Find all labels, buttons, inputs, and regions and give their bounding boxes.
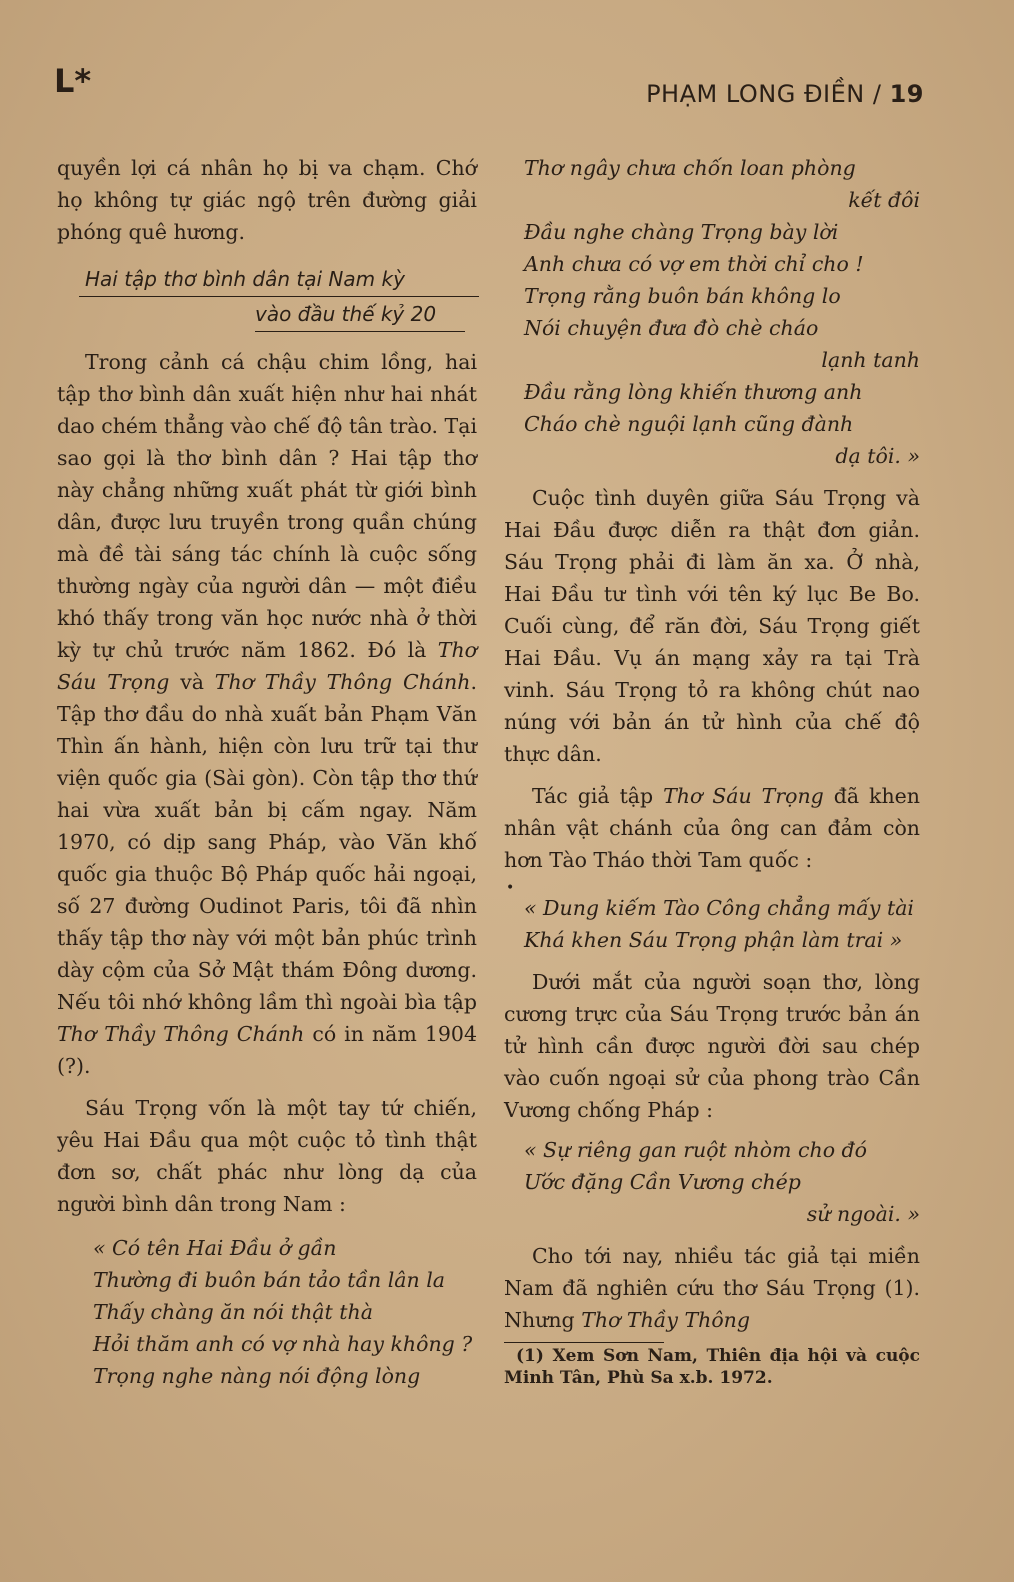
page-number: 19: [889, 80, 924, 108]
text-span: . Tập thơ đầu do nhà xuất bản Phạm Văn Thìn ấn hành, hiện còn lưu trữ tại thư viện quốc gia (Sài gòn). Còn tập thơ thứ hai vừa xuất bản bị cấm ngay. Năm 1970, có dịp sang Pháp, vào Văn khố quốc gia thuộc Bộ Pháp quốc hải ngoại, số 27 đường Oudinot Paris, tôi đã nhìn thấy tập thơ này với một bản phúc trình dày cộm của Sở Mật thám Đông dương. Nếu tôi nhớ không lầm thì ngoài bìa tập: [57, 670, 477, 1014]
stray-mark: •: [506, 880, 515, 896]
corner-mark: L*: [54, 62, 92, 100]
text-span: Tác giả tập: [532, 784, 664, 808]
paragraph-research: [504, 1240, 920, 1336]
verse-line: Trọng rằng buôn bán không lo: [524, 284, 841, 308]
title-span: Thơ Thầy Thông Chánh: [57, 1022, 305, 1046]
section-heading-line-2: vào đầu thế kỷ 20: [255, 297, 465, 332]
verse-line: Thấy chàng ăn nói thật thà: [93, 1300, 373, 1324]
verse-line: Khá khen Sáu Trọng phận làm trai »: [524, 928, 903, 952]
paragraph-sau-trong: Sáu Trọng vốn là một tay tứ chiến, yêu Hai Đầu qua một cuộc tỏ tình thật đơn sơ, chất phác như lòng dạ của người bình dân trong Nam :: [57, 1096, 477, 1216]
text-span: Cho tới nay, nhiều tác giả tại miền Nam đã nghiên cứu thơ Sáu Trọng (1). Nhưng: [504, 1244, 920, 1332]
title-span: Thơ Sáu Trọng: [57, 638, 477, 694]
verse-block-right-2: [524, 892, 920, 956]
text-span: và: [169, 670, 215, 694]
verse-line: Ước đặng Cần Vương chép: [524, 1170, 801, 1194]
verse-line: « Sự riêng gan ruột nhòm cho đó: [524, 1138, 868, 1162]
title-span: Thơ Sáu Trọng: [663, 784, 824, 808]
verse-line: Đầu nghe chàng Trọng bày lời: [524, 220, 839, 244]
verse-line: dạ tôi. »: [835, 444, 920, 468]
verse-line: Thơ ngây chưa chốn loan phòng: [524, 156, 856, 180]
section-heading-line-1: Hai tập thơ bình dân tại Nam kỳ: [79, 262, 479, 297]
title-span: Thơ Thầy Thông: [581, 1308, 751, 1332]
intro-paragraph: quyền lợi cá nhân họ bị va chạm. Chớ họ không tự giác ngộ trên đường giải phóng quê hương.: [57, 156, 477, 244]
text-span: có in năm 1904 (?).: [57, 1022, 477, 1078]
right-column: [504, 152, 920, 1389]
paragraph-love-story: Cuộc tình duyên giữa Sáu Trọng và Hai Đầu được diễn ra thật đơn giản. Sáu Trọng phải đi làm ăn xa. Ở nhà, Hai Đầu tư tình với tên ký lục Be Bo. Cuối cùng, để răn đời, Sáu Trọng giết Hai Đầu. Vụ án mạng xảy ra tại Trà vinh. Sáu Trọng tỏ ra không chút nao núng với bản án tử hình của chế độ thực dân.: [504, 486, 920, 766]
footnote-rule: [504, 1342, 664, 1343]
verse-line: lạnh tanh: [821, 348, 920, 372]
running-head: [646, 80, 924, 108]
paragraph-two-collections: [57, 346, 477, 1082]
running-head-author: PHẠM LONG ĐIỀN /: [646, 80, 882, 108]
verse-line: kết đôi: [848, 188, 920, 212]
title-span: Thơ Thầy Thông Chánh: [214, 670, 471, 694]
verse-line: « Dung kiếm Tào Công chẳng mấy tài: [524, 896, 914, 920]
footnote: (1) Xem Sơn Nam, Thiên địa hội và cuộc Minh Tân, Phù Sa x.b. 1972.: [504, 1346, 920, 1388]
verse-line: Thường đi buôn bán tảo tần lân la: [93, 1268, 446, 1292]
verse-block-left: [93, 1232, 477, 1392]
verse-line: Nói chuyện đưa đò chè cháo: [524, 316, 819, 340]
left-column: [57, 152, 477, 1392]
text-span: đã khen nhân vật chánh của ông can đảm còn hơn Tào Tháo thời Tam quốc :: [504, 784, 920, 872]
verse-line: Anh chưa có vợ em thời chỉ cho !: [524, 252, 864, 276]
verse-line: sử ngoài. »: [806, 1202, 920, 1226]
paragraph-author-praise: [504, 780, 920, 876]
paragraph-can-vuong: Dưới mắt của người soạn thơ, lòng cương trực của Sáu Trọng trước bản án tử hình cần được người đời sau chép vào cuốn ngoại sử của phong trào Cần Vương chống Pháp :: [504, 970, 920, 1122]
section-heading: [79, 262, 479, 332]
verse-line: Cháo chè nguội lạnh cũng đành: [524, 412, 854, 436]
verse-block-right-3: [524, 1134, 920, 1230]
verse-line: « Có tên Hai Đầu ở gần: [93, 1236, 337, 1260]
verse-line: Đầu rằng lòng khiến thương anh: [524, 380, 863, 404]
text-span: Trong cảnh cá chậu chim lồng, hai tập thơ bình dân xuất hiện như hai nhát dao chém thẳng vào chế độ tân trào. Tại sao gọi là thơ bình dân ? Hai tập thơ này chẳng những xuất phát từ giới bình dân, được lưu truyền trong quần chúng mà đề tài sáng tác chính là cuộc sống thường ngày của người dân — một điều khó thấy trong văn học nước nhà ở thời kỳ tự chủ trước năm 1862. Đó là: [57, 350, 477, 662]
verse-line: Trọng nghe nàng nói động lòng: [93, 1364, 421, 1388]
verse-line: Hỏi thăm anh có vợ nhà hay không ?: [93, 1332, 473, 1356]
verse-block-right-1: [524, 152, 920, 472]
